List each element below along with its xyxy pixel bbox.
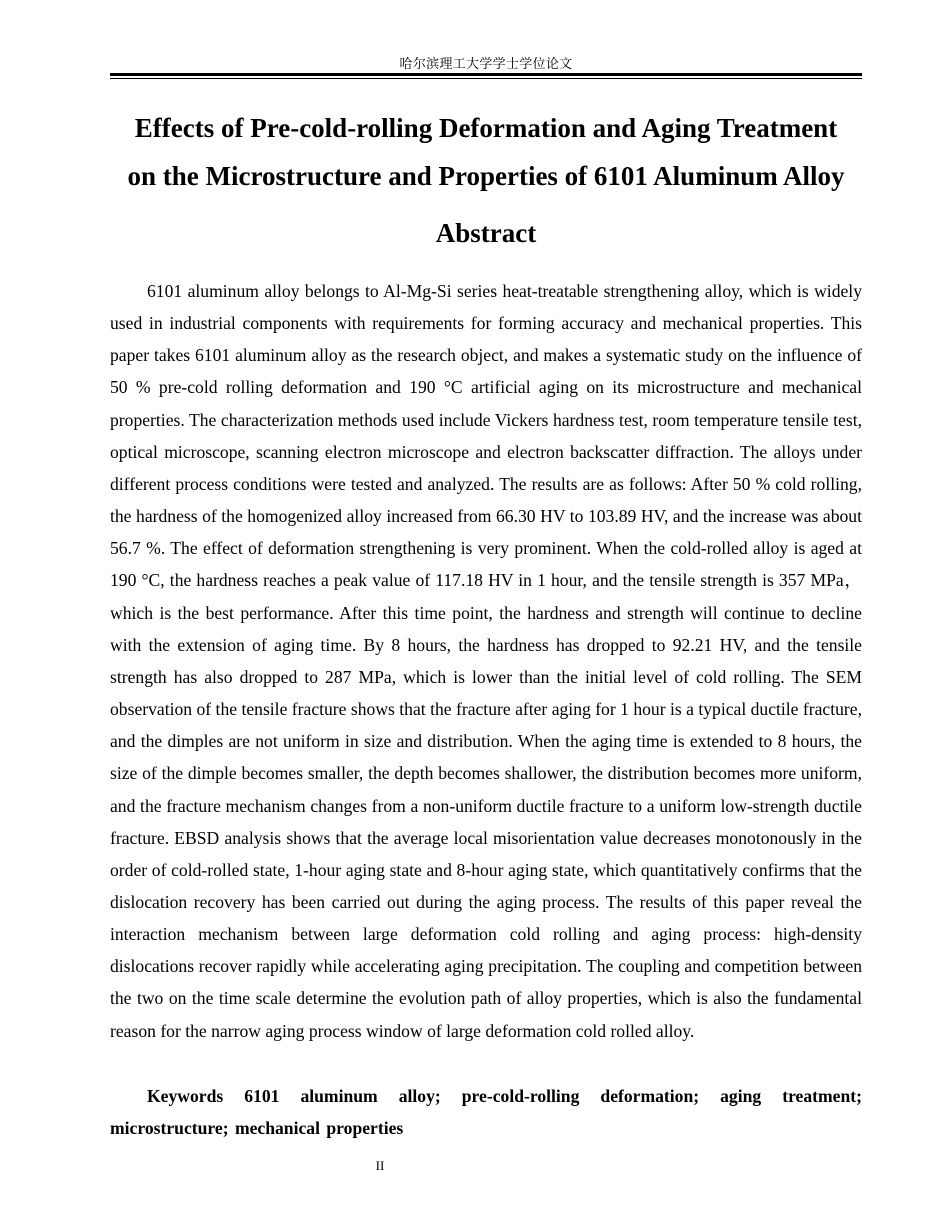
abstract-heading: Abstract	[435, 218, 537, 248]
header-double-rule	[110, 73, 862, 79]
thesis-page	[110, 0, 862, 1230]
thesis-title-line-2: on the Microstructure and Properties of 6101 Aluminum Alloy	[127, 161, 845, 191]
thesis-title-line-1: Effects of Pre-cold-rolling Deformation and Aging Treatment	[134, 113, 838, 143]
keywords-paragraph: Keywords 6101 aluminum alloy; pre-cold-rolling deformation; aging treatment; microstructure; mechanical properties	[110, 1086, 862, 1138]
abstract-body: 6101 aluminum alloy belongs to Al-Mg-Si series heat-treatable strengthening alloy, which is widely used in industrial components with requirements for forming accuracy and mechanical properties. This paper takes 6101 aluminum alloy as the research object, and makes a systematic study on the influence of 50 % pre-cold rolling deformation and 190 °C artificial aging on its microstructure and mechanical properties. The characterization methods used include Vickers hardness test, room temperature tensile test, optical microscope, scanning electron microscope and electron backscatter diffraction. The alloys under different process conditions were tested and analyzed. The results are as follows: After 50 % cold rolling, the hardness of the homogenized alloy increased from 66.30 HV to 103.89 HV, and the increase was about 56.7 %. The effect of deformation strengthening is very prominent. When the cold-rolled alloy is aged at 190 °C, the hardness reaches a peak value of 117.18 HV in 1 hour, and the tensile strength is 357 MPa， which is the best performance. After this time point, the hardness and strength will continue to decline with the extension of aging time. By 8 hours, the hardness has dropped to 92.21 HV, and the tensile strength has also dropped to 287 MPa, which is lower than the initial level of cold rolling. The SEM observation of the tensile fracture shows that the fracture after aging for 1 hour is a typical ductile fracture, and the dimples are not uniform in size and distribution. When the aging time is extended to 8 hours, the size of the dimple becomes smaller, the depth becomes shallower, the distribution becomes more uniform, and the fracture mechanism changes from a non-uniform ductile fracture to a uniform low-strength ductile fracture. EBSD analysis shows that the average local misorientation value decreases monotonously in the order of cold-rolled state, 1-hour aging state and 8-hour aging state, which quantitatively confirms that the dislocation recovery has been carried out during the aging process. The results of this paper reveal the interaction mechanism between large deformation cold rolling and aging process: high-density dislocations recover rapidly while accelerating aging precipitation. The coupling and competition between the two on the time scale determine the evolution path of alloy properties, which is also the fundamental reason for the narrow aging process window of large deformation cold rolled alloy.	[110, 281, 862, 1041]
page-number: II	[375, 1158, 385, 1173]
thesis-title	[100, 104, 872, 200]
header-rule-thin	[110, 78, 862, 79]
header-rule-thick	[110, 73, 862, 76]
running-header: 哈尔滨理工大学学士学位论文	[399, 57, 573, 72]
